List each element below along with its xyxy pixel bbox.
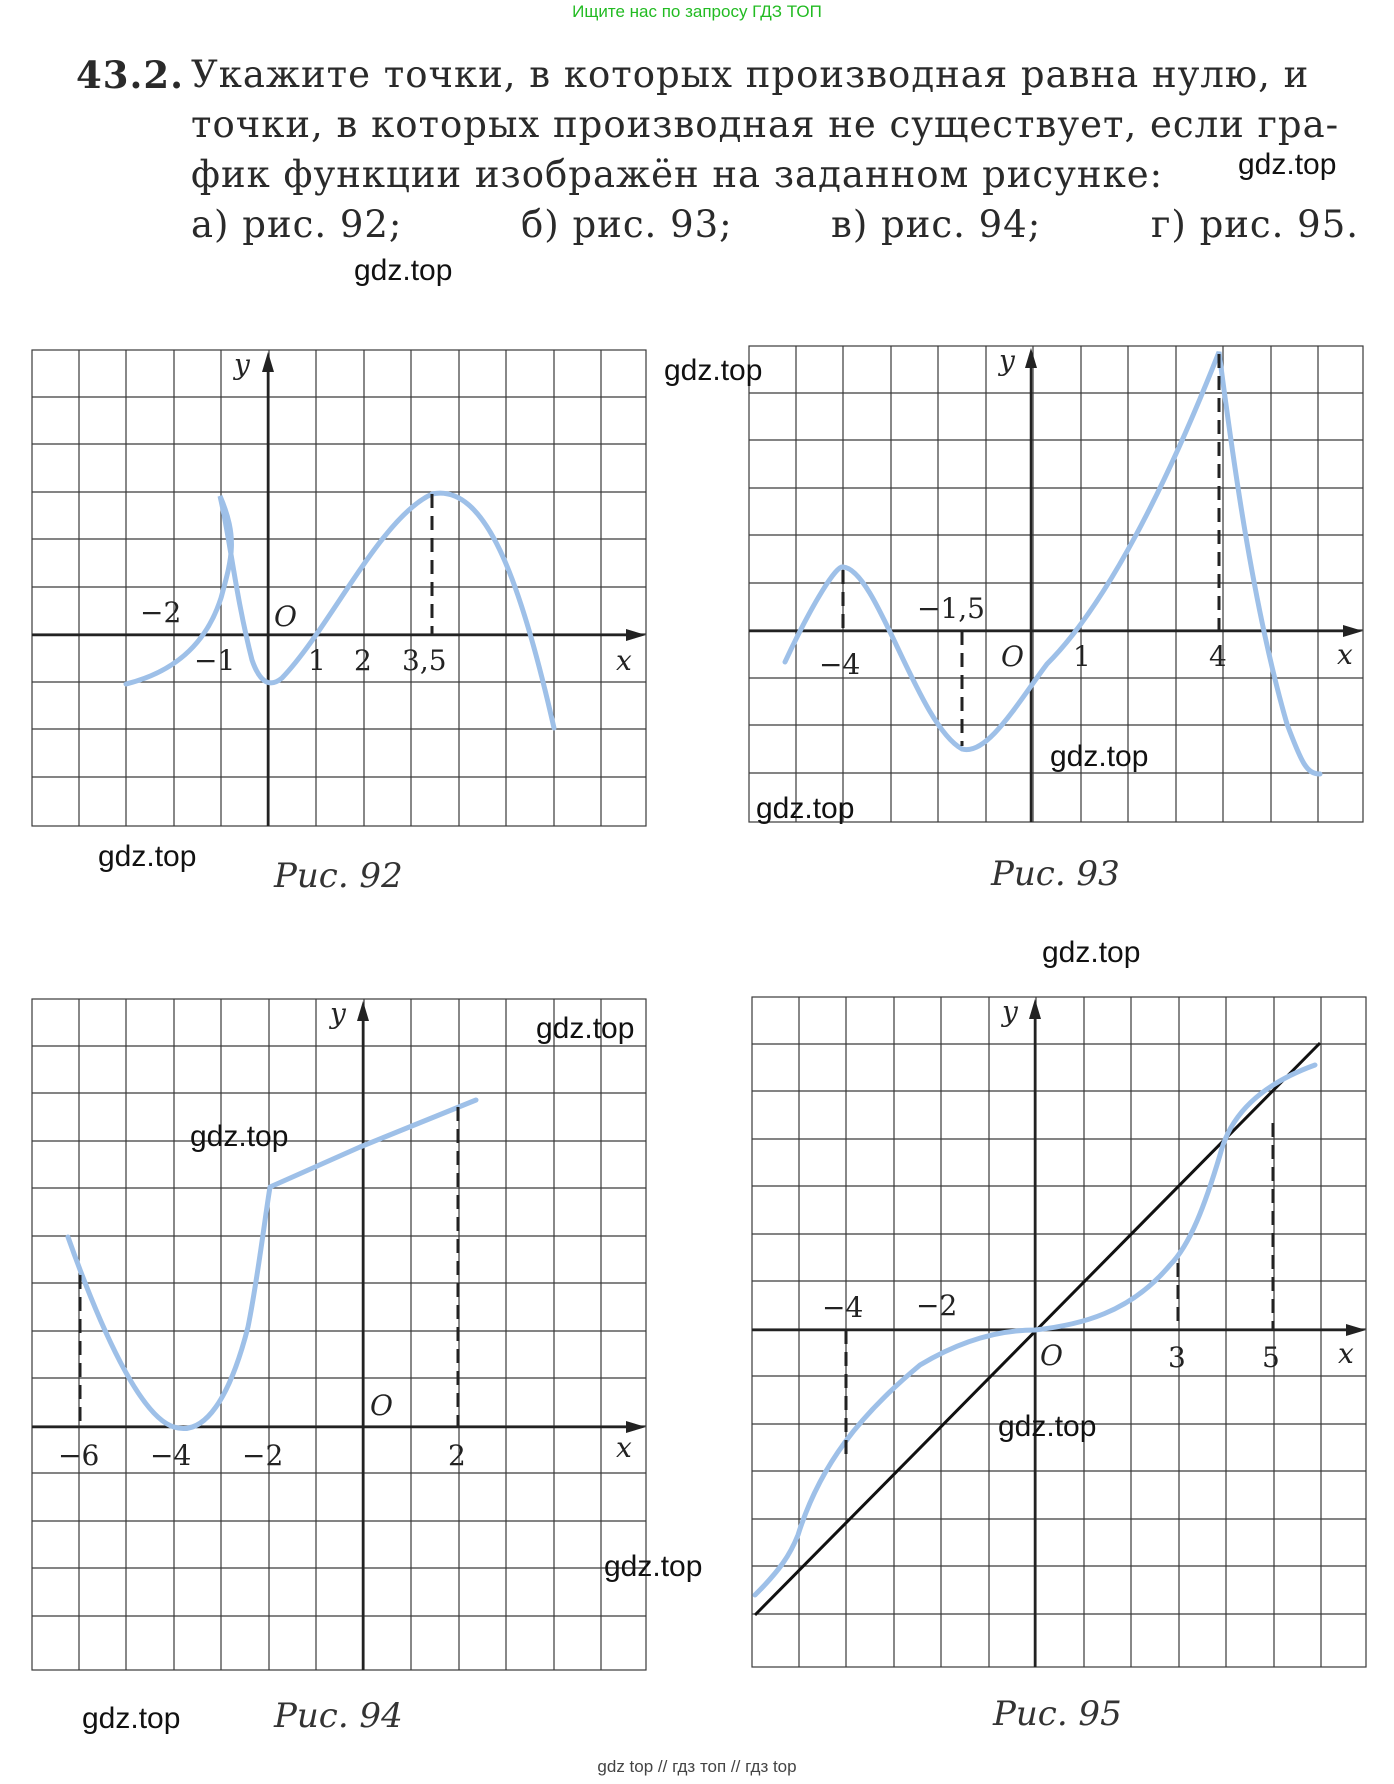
grid xyxy=(32,999,646,1670)
watermark: gdz.top xyxy=(998,1410,1097,1443)
watermark: gdz.top xyxy=(1238,148,1337,181)
label-origin: O xyxy=(370,1389,393,1422)
option-b: б) рис. 93; xyxy=(521,203,733,246)
option-a: а) рис. 92; xyxy=(191,203,403,246)
watermark: gdz.top xyxy=(190,1120,289,1153)
label-y: y xyxy=(234,348,250,381)
tick-label: 3,5 xyxy=(402,644,447,677)
function-curve xyxy=(126,493,554,728)
tick-label: −4 xyxy=(819,648,861,681)
tick-label: 1 xyxy=(1073,640,1091,673)
tick-label: 3 xyxy=(1168,1341,1186,1374)
tick-label: 5 xyxy=(1262,1341,1280,1374)
tick-label: −4 xyxy=(822,1291,864,1324)
task-line-3: фик функции изображён на заданном рисунке: xyxy=(191,153,1164,196)
tick-label: −2 xyxy=(916,1289,958,1322)
tick-label: −2 xyxy=(140,596,182,629)
tick-label: −1 xyxy=(194,644,236,677)
label-origin: O xyxy=(274,600,297,633)
caption-fig95: Рис. 95 xyxy=(993,1694,1122,1734)
label-y: y xyxy=(999,344,1015,377)
watermark: gdz.top xyxy=(1050,740,1149,773)
watermark: gdz.top xyxy=(604,1550,703,1583)
label-x: x xyxy=(616,1431,632,1464)
watermark: gdz.top xyxy=(536,1012,635,1045)
tick-label: −1,5 xyxy=(917,592,985,625)
label-origin: O xyxy=(1040,1339,1063,1372)
function-curve xyxy=(785,352,1320,774)
watermark: gdz.top xyxy=(756,792,855,825)
label-y: y xyxy=(1002,995,1018,1028)
watermark: gdz.top xyxy=(664,354,763,387)
tick-label: −6 xyxy=(58,1439,100,1472)
tick-label: 4 xyxy=(1209,640,1227,673)
tick-label: 2 xyxy=(354,644,372,677)
label-origin: O xyxy=(1001,640,1024,673)
caption-fig93: Рис. 93 xyxy=(991,854,1120,894)
option-d: г) рис. 95. xyxy=(1151,203,1360,246)
tick-label: 2 xyxy=(448,1439,466,1472)
option-c: в) рис. 94; xyxy=(831,203,1042,246)
watermark: gdz.top xyxy=(354,254,453,287)
top-banner[interactable]: Ищите нас по запросу ГДЗ ТОП xyxy=(572,2,822,21)
label-x: x xyxy=(1337,638,1353,671)
task-line-1: Укажите точки, в которых производная равна нулю, и xyxy=(191,53,1310,96)
watermark: gdz.top xyxy=(1042,936,1141,969)
figure-94 xyxy=(30,997,650,1677)
task-number: 43.2. xyxy=(76,53,184,97)
tick-label: −4 xyxy=(150,1439,192,1472)
figure-95 xyxy=(750,995,1370,1671)
caption-fig92: Рис. 92 xyxy=(274,856,403,896)
bottom-banner[interactable]: gdz top // гдз топ // гдз top xyxy=(597,1757,797,1776)
label-x: x xyxy=(616,644,632,677)
label-x: x xyxy=(1338,1337,1354,1370)
grid xyxy=(752,997,1366,1667)
tick-label: 1 xyxy=(308,644,326,677)
watermark: gdz.top xyxy=(98,840,197,873)
tick-label: −2 xyxy=(242,1439,284,1472)
grid xyxy=(32,350,646,826)
caption-fig94: Рис. 94 xyxy=(274,1696,403,1736)
task-line-2: точки, в которых производная не существует, если гра- xyxy=(191,103,1340,146)
label-y: y xyxy=(330,997,346,1030)
watermark: gdz.top xyxy=(82,1702,181,1735)
figure-92 xyxy=(30,348,650,828)
